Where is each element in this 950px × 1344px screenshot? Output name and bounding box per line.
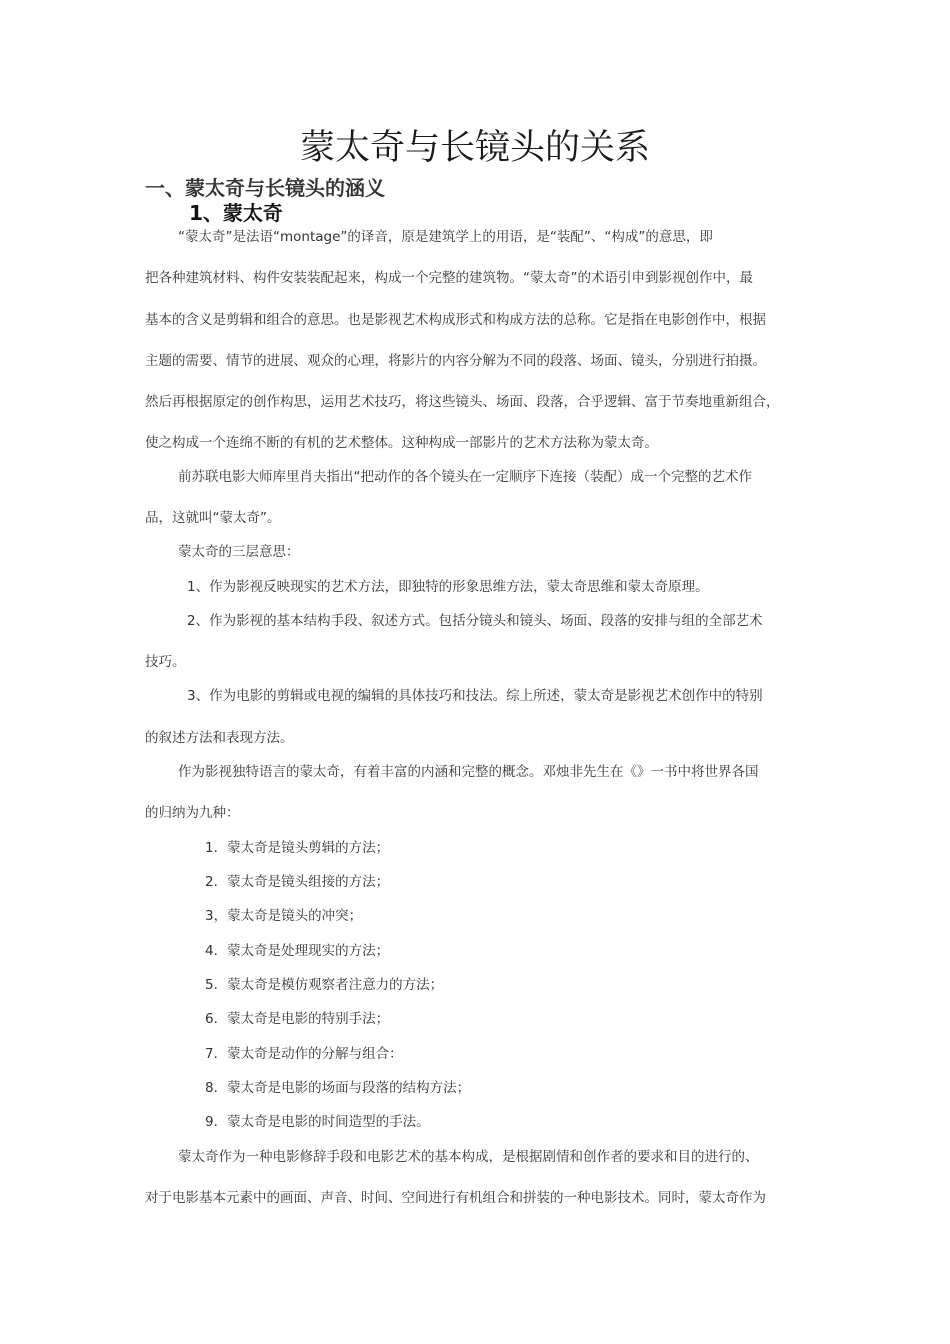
paragraph-line: 对于电影基本元素中的画面、声音、时间、空间进行有机组合和拼装的一种电影技术。同时，蒙太奇作为 [145, 1190, 766, 1206]
document-title: 蒙太奇与长镜头的关系 [299, 128, 650, 168]
list-item: 3，蒙太奇是镜头的冲突； [205, 908, 363, 924]
section-heading: 一、蒙太奇与长镜头的涵义 [145, 176, 385, 200]
list-item: 2．蒙太奇是镜头组接的方法； [205, 874, 390, 890]
paragraph-line: 蒙太奇作为一种电影修辞手段和电影艺术的基本构成，是根据剧情和创作者的要求和目的进行的、 [178, 1149, 759, 1165]
paragraph-line: 把各种建筑材料、构件安装装配起来，构成一个完整的建筑物。“蒙太奇”的术语引申到影视创作中，最 [145, 270, 753, 286]
paragraph-line: 然后再根据原定的创作构思，运用艺术技巧，将这些镜头、场面、段落，合乎逻辑、富于节奏地重新组合， [145, 394, 780, 410]
paragraph-line: 蒙太奇的三层意思： [178, 544, 300, 560]
paragraph-line: 品，这就叫“蒙太奇”。 [145, 510, 281, 526]
paragraph-line: 作为影视独特语言的蒙太奇，有着丰富的内涵和完整的概念。邓烛非先生在《》一书中将世界各国 [178, 764, 759, 780]
list-item: 1、作为影视反映现实的艺术方法，即独特的形象思维方法，蒙太奇思维和蒙太奇原理。 [187, 579, 709, 595]
list-item: 1．蒙太奇是镜头剪辑的方法； [205, 840, 390, 856]
list-item: 4．蒙太奇是处理现实的方法； [205, 943, 390, 959]
list-item: 7．蒙太奇是动作的分解与组合： [205, 1046, 403, 1062]
list-item: 3、作为电影的剪辑或电视的编辑的具体技巧和技法。综上所述，蒙太奇是影视艺术创作中的特别 [187, 688, 763, 704]
subsection-heading: 1、蒙太奇 [189, 201, 283, 225]
paragraph-line: 技巧。 [145, 654, 186, 670]
list-item: 6．蒙太奇是电影的特别手法； [205, 1011, 390, 1027]
paragraph-line: 主题的需要、情节的进展、观众的心理，将影片的内容分解为不同的段落、场面、镜头，分别进行拍摄。 [145, 353, 766, 369]
paragraph-line: 的归纳为九种： [145, 805, 240, 821]
paragraph-line: “蒙太奇”是法语“montage”的译音，原是建筑学上的用语，是“装配”、“构成”的意思，即 [178, 229, 713, 245]
list-item: 8．蒙太奇是电影的场面与段落的结构方法； [205, 1080, 471, 1096]
list-item: 2、作为影视的基本结构手段、叙述方式。包括分镜头和镜头、场面、段落的安排与组的全部艺术 [187, 613, 763, 629]
paragraph-line: 前苏联电影大师库里肖夫指出“把动作的各个镜头在一定顺序下连接（装配）成一个完整的艺术作 [178, 469, 752, 485]
paragraph-line: 使之构成一个连绵不断的有机的艺术整体。这种构成一部影片的艺术方法称为蒙太奇。 [145, 435, 658, 451]
paragraph-line: 的叙述方法和表现方法。 [145, 730, 294, 746]
list-item: 5．蒙太奇是模仿观察者注意力的方法； [205, 977, 444, 993]
list-item: 9．蒙太奇是电影的时间造型的手法。 [205, 1114, 430, 1130]
paragraph-line: 基本的含义是剪辑和组合的意思。也是影视艺术构成形式和构成方法的总称。它是指在电影创作中，根据 [145, 312, 766, 328]
